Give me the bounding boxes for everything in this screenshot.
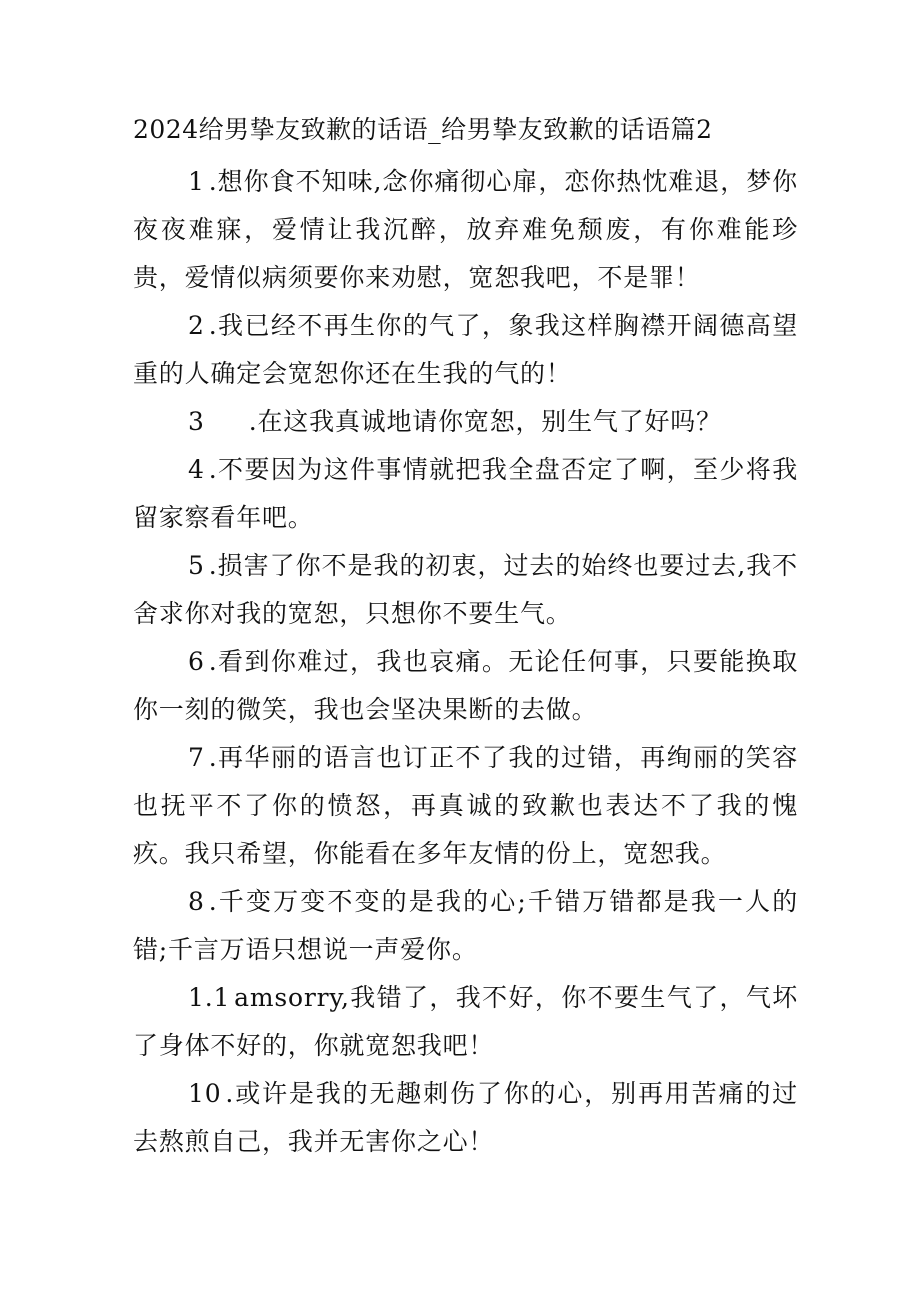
paragraph-number: 4	[188, 455, 205, 484]
paragraph-number: 3	[188, 407, 205, 436]
paragraph-4	[133, 446, 798, 542]
paragraph-text: .损害了你不是我的初衷，过去的始终也要过去,我不舍求你对我的宽恕，只想你不要生气。	[133, 551, 798, 628]
paragraph-text: .想你食不知味,念你痛彻心扉，恋你热忱难退，梦你夜夜难寐，爱情让我沉醉，放弃难免颓废，有你难能珍贵，爱情似病须要你来劝慰，宽恕我吧，不是罪！	[133, 167, 798, 292]
paragraph-3	[133, 398, 798, 446]
paragraph-number: 7	[188, 743, 205, 772]
paragraph-text: .看到你难过，我也哀痛。无论任何事，只要能换取你一刻的微笑，我也会坚决果断的去做。	[133, 647, 798, 724]
paragraph-number: 2	[188, 311, 205, 340]
paragraph-text: .在这我真诚地请你宽恕，别生气了好吗？	[248, 407, 722, 436]
paragraph-9	[133, 974, 798, 1070]
paragraph-number: 1	[188, 167, 205, 196]
paragraph-1	[133, 158, 798, 302]
paragraph-number: 6	[188, 647, 205, 676]
paragraph-5	[133, 542, 798, 638]
paragraph-number: 5	[188, 551, 205, 580]
paragraph-number: 10	[188, 1079, 222, 1108]
paragraph-7	[133, 734, 798, 878]
paragraph-text: .千变万变不变的是我的心;千错万错都是我一人的错;千言万语只想说一声爱你。	[133, 887, 798, 964]
paragraph-6	[133, 638, 798, 734]
document-body	[133, 158, 798, 1166]
document-title: 2024给男挚友致歉的话语_给男挚友致歉的话语篇2	[133, 115, 713, 144]
paragraph-text: .我已经不再生你的气了，象我这样胸襟开阔德高望重的人确定会宽恕你还在生我的气的！	[133, 311, 798, 388]
paragraph-8	[133, 878, 798, 974]
paragraph-10	[133, 1070, 798, 1166]
paragraph-2	[133, 302, 798, 398]
paragraph-number: 8	[188, 887, 205, 916]
paragraph-text: .再华丽的语言也订正不了我的过错，再绚丽的笑容也抚平不了你的愤怒，再真诚的致歉也表达不了我的愧疚。我只希望，你能看在多年友情的份上，宽恕我。	[133, 743, 798, 868]
paragraph-number: 1.1	[188, 983, 231, 1012]
paragraph-text: amsorry,我错了，我不好，你不要生气了，气坏了身体不好的，你就宽恕我吧！	[133, 983, 798, 1060]
paragraph-text: .或许是我的无趣刺伤了你的心，别再用苦痛的过去熬煎自己，我并无害你之心！	[133, 1079, 798, 1156]
paragraph-text: .不要因为这件事情就把我全盘否定了啊，至少将我留家察看年吧。	[133, 455, 798, 532]
